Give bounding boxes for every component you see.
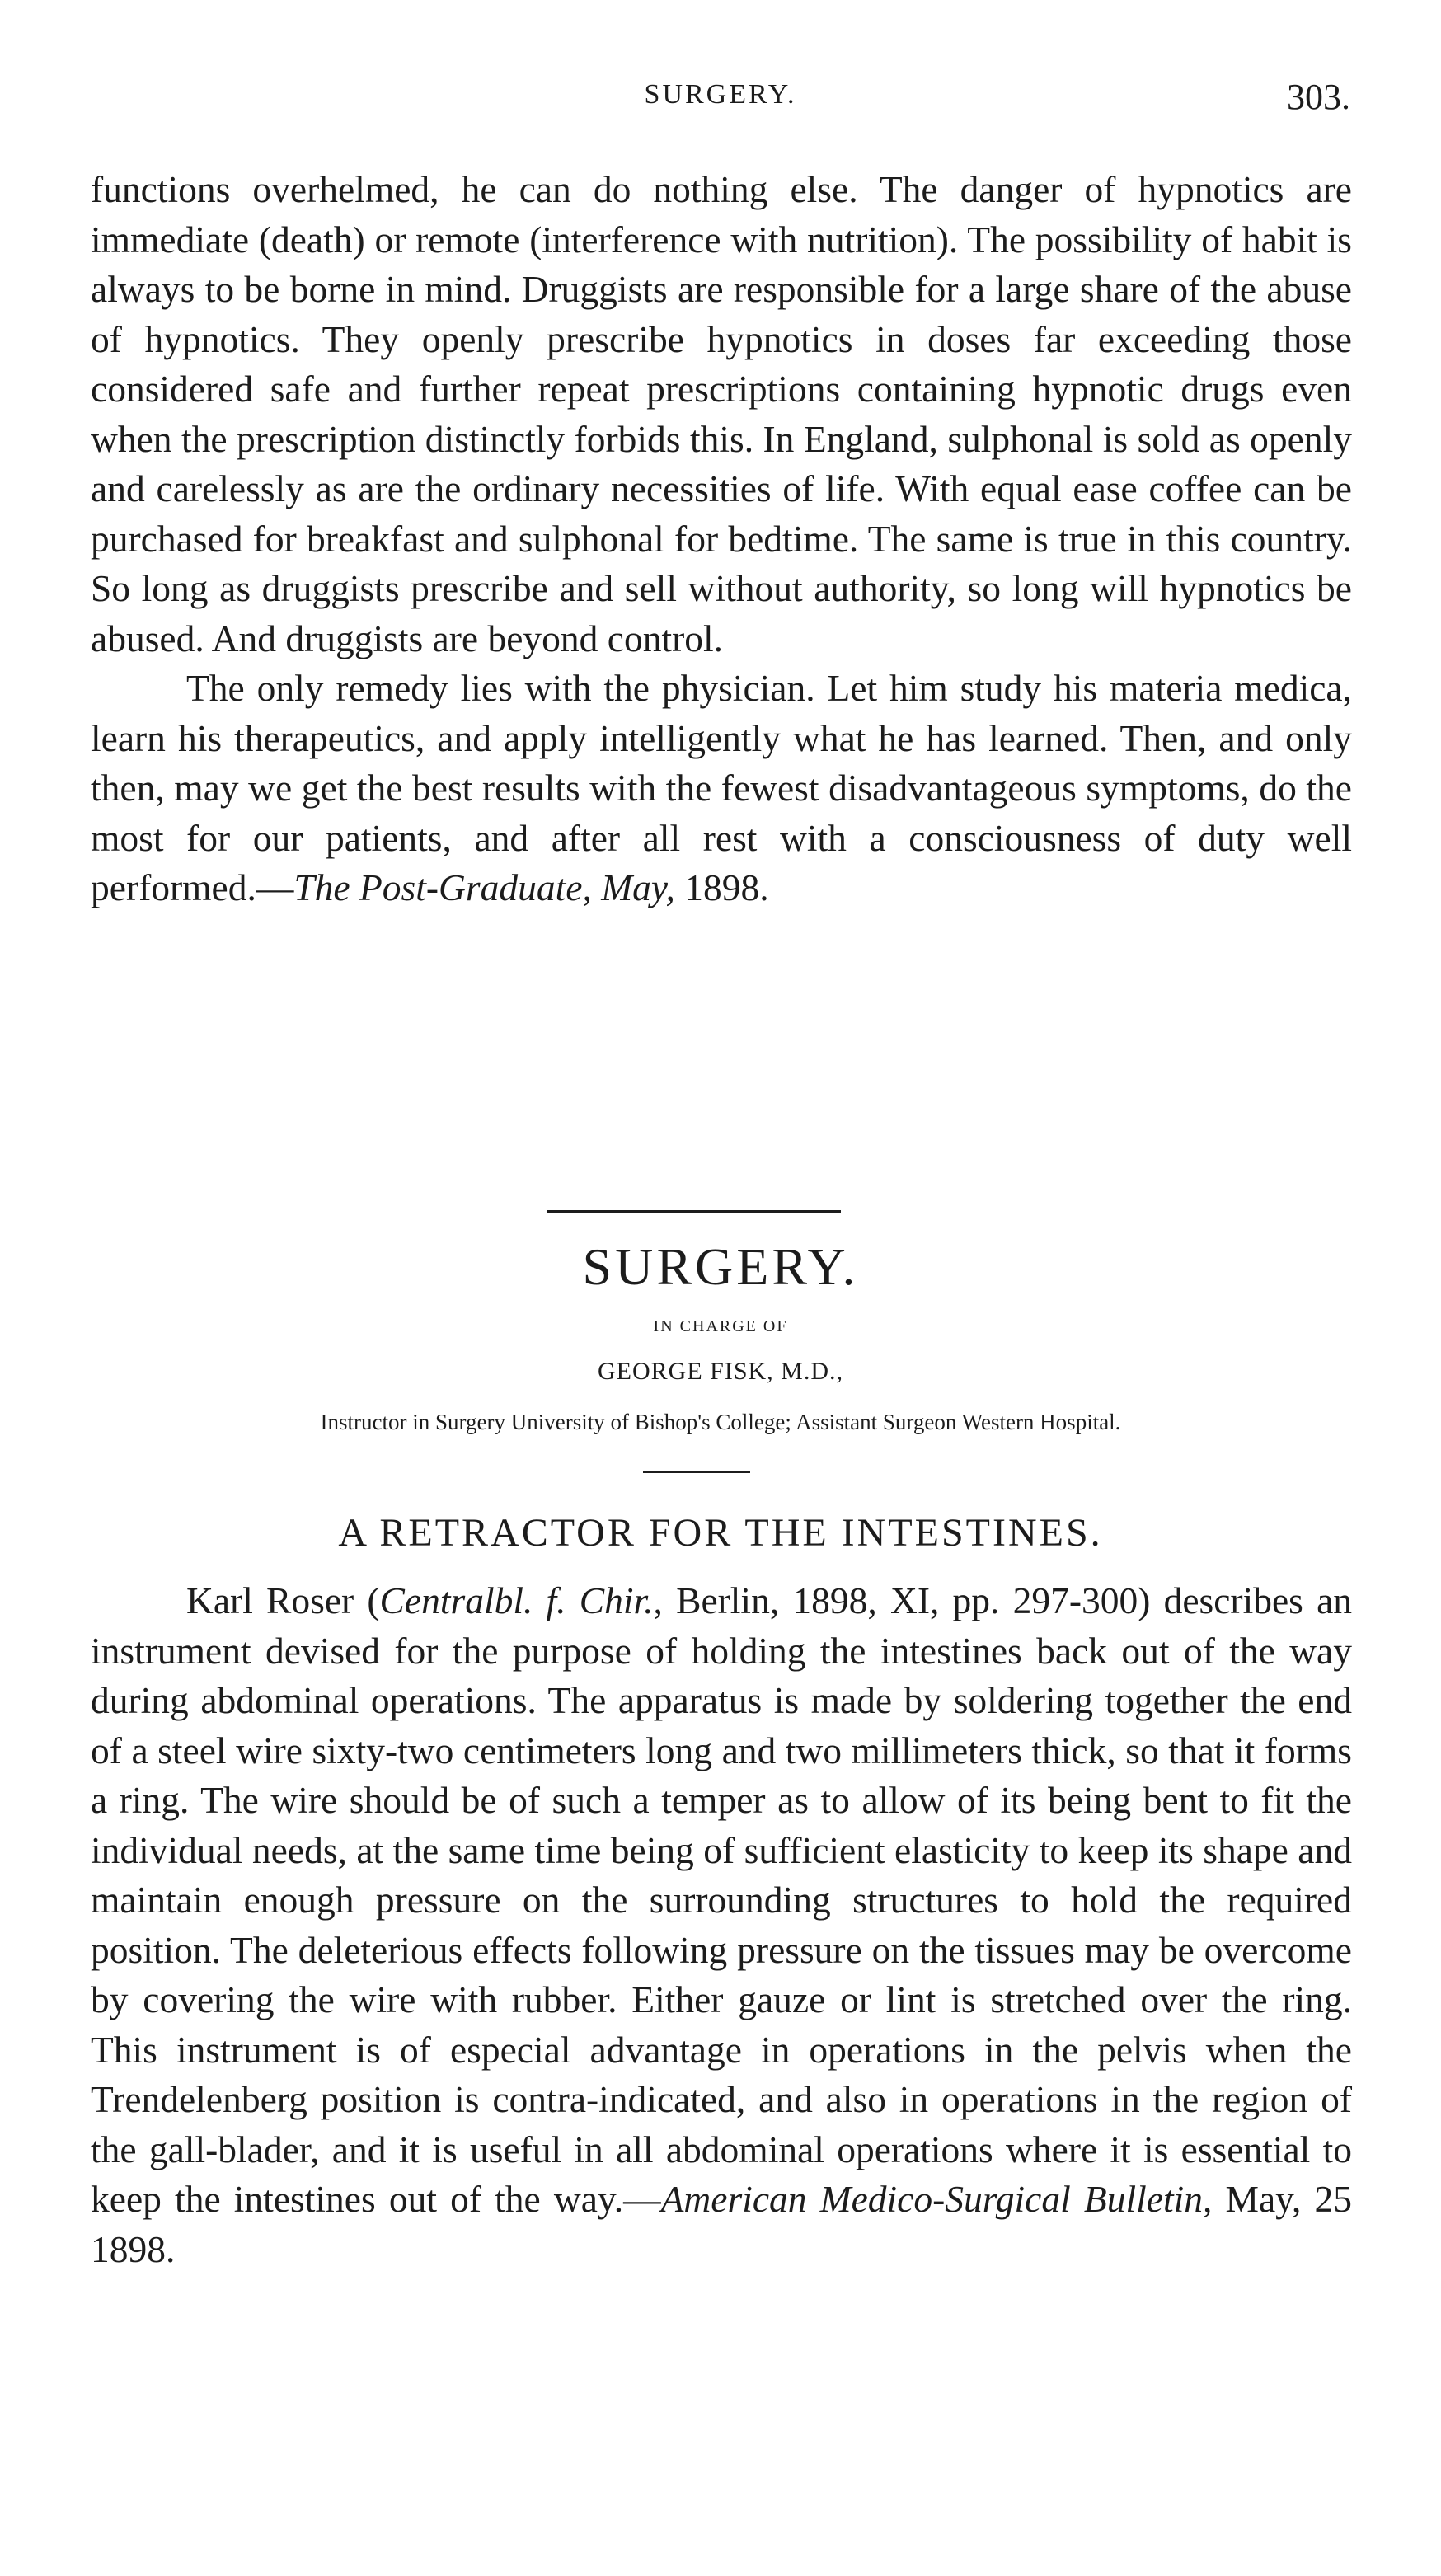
- article-body: [91, 1576, 1352, 2274]
- source-journal: The Post-Graduate,: [293, 866, 592, 908]
- article-divider-rule: [643, 1471, 750, 1473]
- closing-paragraph: [91, 664, 1352, 913]
- page-number: 303.: [1287, 77, 1350, 117]
- article-paragraph: [91, 1576, 1352, 2274]
- source-month: May,: [601, 866, 675, 908]
- running-title: SURGERY.: [644, 79, 797, 110]
- closing-paragraph-text: The only remedy lies with the physician. Let him study his materia medica, learn his therapeutics, and apply intelligently what he has learned. Then, and only then, may we get the best results with the fewest disadvantageous symptoms, do the most for our patients, and after all rest with a consciousness of duty well performed.—: [91, 667, 1352, 908]
- source-year: 1898.: [674, 866, 769, 908]
- article-source-date: May, 25 1898.: [91, 2178, 1352, 2270]
- article-text: , Berlin, 1898, XI, pp. 297-300) describes an instrument devised for the purpose of holding the intestines back out of the way during abdominal operations. The apparatus is made by soldering together the end of a steel wire sixty-two centimeters long and two millimeters thick, so that it forms a ring. The wire should be of such a temper as to allow of its being bent to fit the individual needs, at the same time being of sufficient elasticity to keep its shape and maintain enough pressure on the surrounding structures to hold the required position. The deleterious effects following pressure on the tissues may be overcome by covering the wire with rubber. Either gauze or lint is stretched over the ring. This instrument is of especial advantage in operations in the pelvis when the Trendelenberg position is contra-indicated, and also in operations in the region of the gall-blader, and it is useful in all abdominal operations where it is essential to keep the intestines out of the way.—: [91, 1579, 1353, 2220]
- editor-affiliation: Instructor in Surgery University of Bishop's College; Assistant Surgeon Western Hospital.: [320, 1410, 1121, 1434]
- in-charge-of-label: IN CHARGE OF: [653, 1317, 788, 1335]
- continued-article: [91, 165, 1352, 913]
- cited-journal: Centralbl. f. Chir.: [379, 1579, 654, 1621]
- article-title: A RETRACTOR FOR THE INTESTINES.: [338, 1511, 1103, 1555]
- section-editor: GEORGE FISK, M.D.,: [597, 1358, 844, 1385]
- section-title: SURGERY.: [582, 1237, 859, 1296]
- article-source: American Medico-Surgical Bulletin,: [660, 2178, 1213, 2220]
- continued-paragraph: functions overhelmed, he can do nothing else. The danger of hypnotics are immediate (death) or remote (interference with nutrition). The possibility of habit is always to be borne in mind. Druggists are responsible for a large share of the abuse of hypnotics. They openly prescribe hypnotics in doses far exceeding those considered safe and further repeat prescriptions containing hypnotic drugs even when the prescription distinctly forbids this. In England, sulphonal is sold as openly and carelessly as are the ordinary necessities of life. With equal ease coffee can be purchased for breakfast and sulphonal for bedtime. The same is true in this country. So long as druggists prescribe and sell without authority, so long will hypnotics be abused. And druggists are beyond control.: [91, 168, 1352, 659]
- section-divider-rule: [547, 1210, 841, 1213]
- article-lead: Karl Roser (: [186, 1579, 380, 1621]
- running-head: [0, 76, 1441, 117]
